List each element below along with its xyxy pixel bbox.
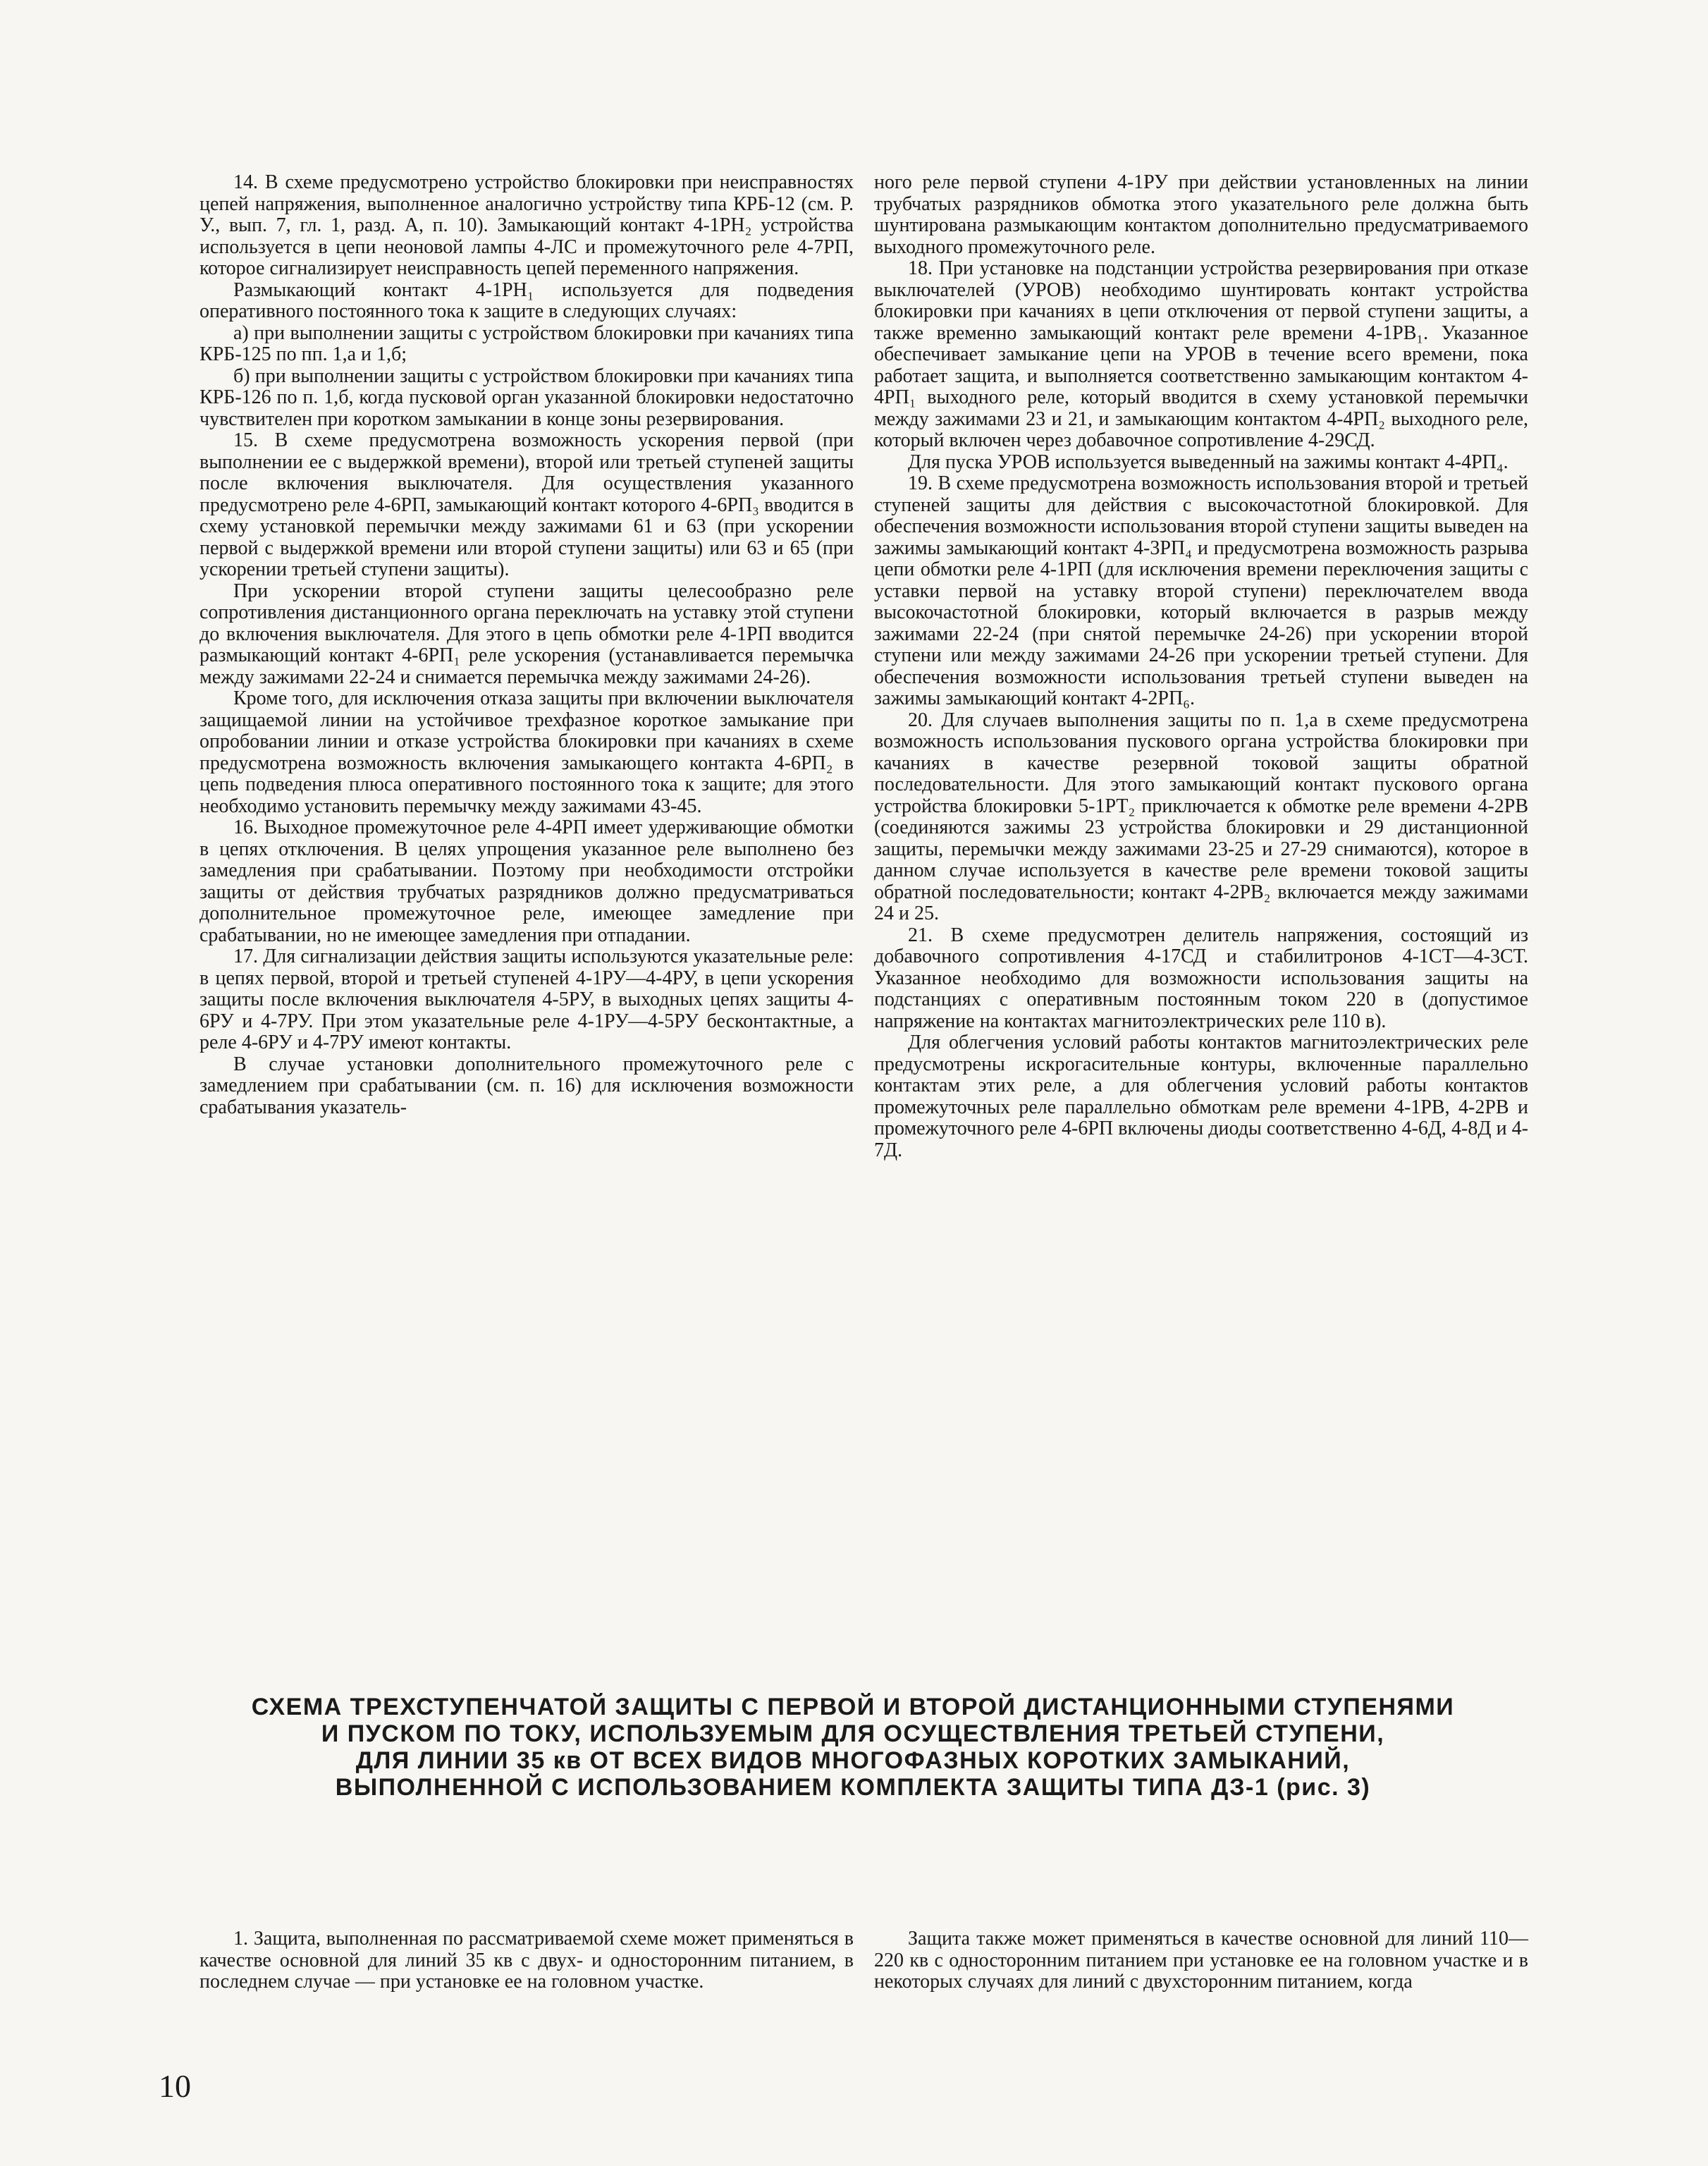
heading-line: ВЫПОЛНЕННОЙ С ИСПОЛЬЗОВАНИЕМ КОМПЛЕКТА ЗАЩИТЫ ТИПА ДЗ-1 (рис. 3) xyxy=(335,1774,1371,1801)
paragraph: Для облегчения условий работы контактов магнитоэлектрических реле предусмотрены искрогасительные контуры, включенные параллельно контактам этих реле, а для облегчения условий работы контактов промежуточных реле параллельно обмоткам реле времени 4-1РВ, 4-2РВ и промежуточного реле 4-6РП включены диоды соответственно 4-6Д, 4-8Д и 4-7Д. xyxy=(874,1032,1528,1161)
paragraph: а) при выполнении защиты с устройством блокировки при качаниях типа КРБ-125 по пп. 1,а и 1,б; xyxy=(199,322,854,365)
heading-line: И ПУСКОМ ПО ТОКУ, ИСПОЛЬЗУЕМЫМ ДЛЯ ОСУЩЕСТВЛЕНИЯ ТРЕТЬЕЙ СТУПЕНИ, xyxy=(321,1720,1385,1747)
paragraph: 14. В схеме предусмотрено устройство блокировки при неисправностях цепей напряжения, выполненное аналогично устройству типа КРБ-12 (см. Р. У., вып. 7, гл. 1, разд. А, п. 10). Замыкающий контакт 4-1РН₂ устройства используется в цепи неоновой лампы 4-ЛС и промежуточного реле 4-7РП, которое сигнализирует неисправность цепей переменного напряжения. xyxy=(199,171,854,279)
page-number: 10 xyxy=(159,2068,191,2104)
paragraph: 17. Для сигнализации действия защиты используются указательные реле: в цепях первой, второй и третьей ступеней 4-1РУ—4-4РУ, в цепи ускорения защиты после включения выключателя 4-5РУ, в выходных цепях защиты 4-6РУ и 4-7РУ. При этом указательные реле 4-1РУ—4-5РУ бесконтактные, а реле 4-6РУ и 4-7РУ имеют контакты. xyxy=(199,946,854,1053)
paragraph: ного реле первой ступени 4-1РУ при действии установленных на линии трубчатых разрядников обмотка этого указательного реле должна быть шунтирована размыкающим контактом дополнительно предусматриваемого выходного промежуточного реле. xyxy=(874,171,1528,258)
paragraph: 21. В схеме предусмотрен делитель напряжения, состоящий из добавочного сопротивления 4-17СД и стабилитронов 4-1СТ—4-3СТ. Указанное необходимо для возможности использования защиты на подстанциях с оперативным постоянным током 220 в (допустимое напряжение на контактах магнитоэлектрических реле 110 в). xyxy=(874,924,1528,1032)
heading-line: ДЛЯ ЛИНИИ 35 кв ОТ ВСЕХ ВИДОВ МНОГОФАЗНЫХ КОРОТКИХ ЗАМЫКАНИЙ, xyxy=(355,1747,1351,1774)
paragraph: Защита также может применяться в качестве основной для линий 110—220 кв с односторонним питанием при установке ее на головном участке и в некоторых случаях для линий с двухсторонним питанием, когда xyxy=(874,1928,1528,1993)
bottom-right-column xyxy=(874,1928,1528,1993)
paragraph: б) при выполнении защиты с устройством блокировки при качаниях типа КРБ-126 по п. 1,б, когда пусковой орган указанной блокировки недостаточно чувствителен при коротком замыкании в конце зоны резервирования. xyxy=(199,365,854,430)
right-column xyxy=(874,172,1528,1161)
paragraph: 16. Выходное промежуточное реле 4-4РП имеет удерживающие обмотки в цепях отключения. В целях упрощения указанное реле выполнено без замедления при срабатывании. Поэтому при необходимости отстройки защиты от действия трубчатых разрядников должно предусматриваться дополнительное промежуточное реле, имеющее замедление при срабатывании, но не имеющее замедления при отпадании. xyxy=(199,816,854,946)
heading-line: СХЕМА ТРЕХСТУПЕНЧАТОЙ ЗАЩИТЫ С ПЕРВОЙ И ВТОРОЙ ДИСТАНЦИОННЫМИ СТУПЕНЯМИ xyxy=(251,1694,1455,1720)
paragraph: В случае установки дополнительного промежуточного реле с замедлением при срабатывании (см. п. 16) для исключения возможности срабатывания указатель- xyxy=(199,1053,854,1118)
paragraph: 1. Защита, выполненная по рассматриваемой схеме может применяться в качестве основной для линий 35 кв с двух- и односторонним питанием, в последнем случае — при установке ее на головном участке. xyxy=(199,1928,854,1993)
paragraph: 20. Для случаев выполнения защиты по п. 1,а в схеме предусмотрена возможность использования пускового органа устройства блокировки при качаниях в качестве резервной токовой защиты обратной последовательности. Для этого замыкающий контакт пускового органа устройства блокировки 5-1РТ₂ приключается к обмотке реле времени 4-2РВ (соединяются зажимы 23 устройства блокировки и 29 дистанционной защиты, перемычки между зажимами 23-25 и 27-29 снимаются), которое в данном случае используется в качестве реле времени токовой защиты обратной последовательности; контакт 4-2РВ₂ включается между зажимами 24 и 25. xyxy=(874,709,1528,924)
paragraph: Кроме того, для исключения отказа защиты при включении выключателя защищаемой линии на устойчивое трехфазное короткое замыкание при опробовании линии и отказе устройства блокировки при качаниях в схеме предусмотрена возможность включения замыкающего контакта 4-6РП₂ в цепь подведения плюса оперативного постоянного тока к защите; для этого необходимо установить перемычку между зажимами 43-45. xyxy=(199,687,854,817)
bottom-left-column xyxy=(199,1928,854,1993)
left-column xyxy=(199,172,854,1118)
paragraph: Размыкающий контакт 4-1РН₁ используется для подведения оперативного постоянного тока к защите в следующих случаях: xyxy=(199,279,854,322)
paragraph: Для пуска УРОВ используется выведенный на зажимы контакт 4-4РП₄. xyxy=(908,451,1509,473)
paragraph: 15. В схеме предусмотрена возможность ускорения первой (при выполнении ее с выдержкой времени), второй или третьей ступеней защиты после включения выключателя. Для осуществления указанного предусмотрено реле 4-6РП, замыкающий контакт которого 4-6РП₃ вводится в схему установкой перемычки между зажимами 61 и 63 (при ускорении первой с выдержкой времени или второй ступени защиты) или 63 и 65 (при ускорении третьей ступени защиты). xyxy=(199,429,854,580)
paragraph: 18. При установке на подстанции устройства резервирования при отказе выключателей (УРОВ) необходимо шунтировать контакт устройства блокировки при качаниях в цепи отключения от первой ступени защиты, а также временно замыкающий контакт реле времени 4-1РВ₁. Указанное обеспечивает замыкание цепи на УРОВ в течение всего времени, пока работает защита, и выполняется соответственно замыкающим контактом 4-4РП₁ выходного реле, который вводится в схему установкой перемычки между зажимами 23 и 21, и замыкающим контактом 4-4РП₂ выходного реле, который включен через добавочное сопротивление 4-29СД. xyxy=(874,257,1528,451)
paragraph: 19. В схеме предусмотрена возможность использования второй и третьей ступеней защиты для действия с высокочастотной блокировкой. Для обеспечения возможности использования второй ступени защиты выведен на зажимы замыкающий контакт 4-3РП₄ и предусмотрена возможность разрыва цепи обмотки реле 4-1РП (для исключения времени переключения защиты с уставки первой на уставку второй ступени) переключателем ввода высокочастотной блокировки, который включается в разрыв между зажимами 22-24 (при снятой перемычке 24-26) при ускорении второй ступени или между зажимами 24-26 при ускорении третьей ступени. Для обеспечения возможности использования третьей ступени выведен на зажимы замыкающий контакт 4-2РП₆. xyxy=(874,472,1528,709)
section-heading xyxy=(148,1694,1558,1801)
paragraph: При ускорении второй ступени защиты целесообразно реле сопротивления дистанционного органа переключать на уставку этой ступени до включения выключателя. Для этого в цепь обмотки реле 4-1РП вводится размыкающий контакт 4-6РП₁ реле ускорения (устанавливается перемычка между зажимами 22-24 и снимается перемычка между зажимами 24-26). xyxy=(199,580,854,688)
